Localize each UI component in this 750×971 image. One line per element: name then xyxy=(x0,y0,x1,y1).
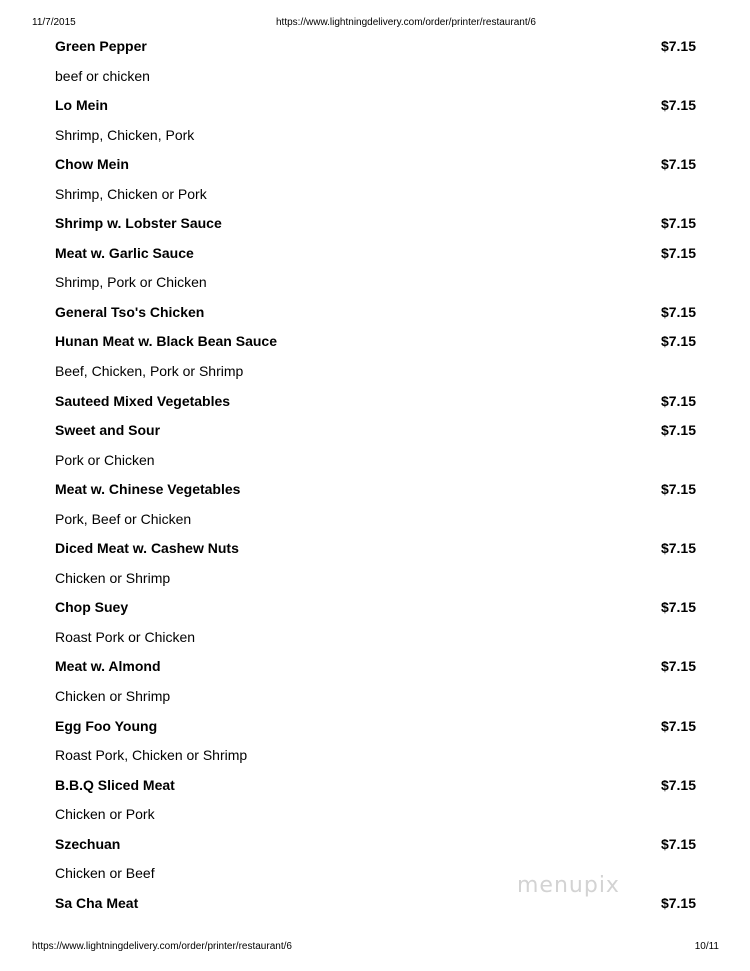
menu-item-name: Sweet and Sour xyxy=(55,422,161,439)
menu-item-description-row xyxy=(55,570,696,600)
menupix-watermark: menupix xyxy=(517,873,620,898)
menu-item-price: $7.15 xyxy=(660,835,696,852)
menu-item-price: $7.15 xyxy=(660,156,696,173)
menu-item-row xyxy=(55,156,696,186)
menu-item-row xyxy=(55,393,696,423)
menu-item-description: Beef, Chicken, Pork or Shrimp xyxy=(55,363,244,380)
menu-item-description: Shrimp, Pork or Chicken xyxy=(55,274,207,291)
menu-item-description-row xyxy=(55,127,696,157)
menu-item-description: Roast Pork or Chicken xyxy=(55,628,196,645)
menu-item-name: Lo Mein xyxy=(55,97,108,114)
menu-item-row xyxy=(55,97,696,127)
menu-item-name: Sa Cha Meat xyxy=(55,894,139,911)
menu-item-price: $7.15 xyxy=(660,303,696,320)
menu-item-price: $7.15 xyxy=(660,97,696,114)
menu-item-name: Diced Meat w. Cashew Nuts xyxy=(55,540,239,557)
menu-item-name: Sauteed Mixed Vegetables xyxy=(55,392,231,409)
menu-item-price: $7.15 xyxy=(660,481,696,498)
menu-item-description-row xyxy=(55,688,696,718)
menu-item-price: $7.15 xyxy=(660,38,696,54)
menu-item-description-row xyxy=(55,363,696,393)
menu-item-description: Chicken or Shrimp xyxy=(55,569,171,586)
menu-item-row xyxy=(55,777,696,807)
menu-item-name: B.B.Q Sliced Meat xyxy=(55,776,175,793)
menu-item-name: General Tso's Chicken xyxy=(55,303,205,320)
menu-item-name: Green Pepper xyxy=(55,38,147,54)
menu-item-name: Meat w. Garlic Sauce xyxy=(55,244,194,261)
menu-item-description-row xyxy=(55,274,696,304)
menu-item-name: Chow Mein xyxy=(55,156,129,173)
menu-item-row xyxy=(55,245,696,275)
menu-item-description-row xyxy=(55,186,696,216)
menu-item-row xyxy=(55,38,696,68)
menu-item-price: $7.15 xyxy=(660,333,696,350)
menu-item-description: Shrimp, Chicken, Pork xyxy=(55,126,195,143)
header-url: https://www.lightningdelivery.com/order/printer/restaurant/6 xyxy=(276,17,536,28)
menu-item-row xyxy=(55,718,696,748)
menu-item-row xyxy=(55,304,696,334)
menu-item-name: Egg Foo Young xyxy=(55,717,158,734)
menu-list xyxy=(55,38,696,924)
menu-item-row xyxy=(55,333,696,363)
menu-item-price: $7.15 xyxy=(660,392,696,409)
menu-item-description: Chicken or Beef xyxy=(55,865,155,882)
menu-item-name: Chop Suey xyxy=(55,599,129,616)
menu-item-name: Hunan Meat w. Black Bean Sauce xyxy=(55,333,277,350)
menu-item-row xyxy=(55,658,696,688)
menu-item-row xyxy=(55,422,696,452)
menu-item-description-row xyxy=(55,68,696,98)
print-date: 11/7/2015 xyxy=(32,17,76,28)
menu-item-row xyxy=(55,836,696,866)
menu-item-description: Chicken or Pork xyxy=(55,806,155,823)
menu-item-price: $7.15 xyxy=(660,894,696,911)
menu-item-name: Szechuan xyxy=(55,835,121,852)
menu-item-name: Shrimp w. Lobster Sauce xyxy=(55,215,222,232)
menu-item-price: $7.15 xyxy=(660,215,696,232)
menu-item-description-row xyxy=(55,747,696,777)
menu-item-price: $7.15 xyxy=(660,717,696,734)
footer-url: https://www.lightningdelivery.com/order/printer/restaurant/6 xyxy=(32,941,292,952)
menu-item-description-row xyxy=(55,806,696,836)
menu-item-description: beef or chicken xyxy=(55,67,150,84)
menu-item-description: Pork or Chicken xyxy=(55,451,155,468)
menu-item-description: Pork, Beef or Chicken xyxy=(55,510,192,527)
menu-item-price: $7.15 xyxy=(660,599,696,616)
menu-item-price: $7.15 xyxy=(660,658,696,675)
page-number: 10/11 xyxy=(694,941,719,952)
menu-item-description-row xyxy=(55,452,696,482)
menu-item-price: $7.15 xyxy=(660,244,696,261)
menu-item-description: Chicken or Shrimp xyxy=(55,688,171,705)
menu-item-price: $7.15 xyxy=(660,776,696,793)
menu-item-description: Shrimp, Chicken or Pork xyxy=(55,185,207,202)
menu-item-row xyxy=(55,599,696,629)
menu-item-row xyxy=(55,215,696,245)
menu-item-description: Roast Pork, Chicken or Shrimp xyxy=(55,747,248,764)
menu-item-price: $7.15 xyxy=(660,422,696,439)
menu-item-name: Meat w. Almond xyxy=(55,658,161,675)
menu-item-description-row xyxy=(55,629,696,659)
menu-item-description-row xyxy=(55,511,696,541)
menu-item-name: Meat w. Chinese Vegetables xyxy=(55,481,241,498)
menu-item-row xyxy=(55,540,696,570)
menu-item-row xyxy=(55,481,696,511)
menu-item-row xyxy=(55,895,696,925)
menu-item-price: $7.15 xyxy=(660,540,696,557)
